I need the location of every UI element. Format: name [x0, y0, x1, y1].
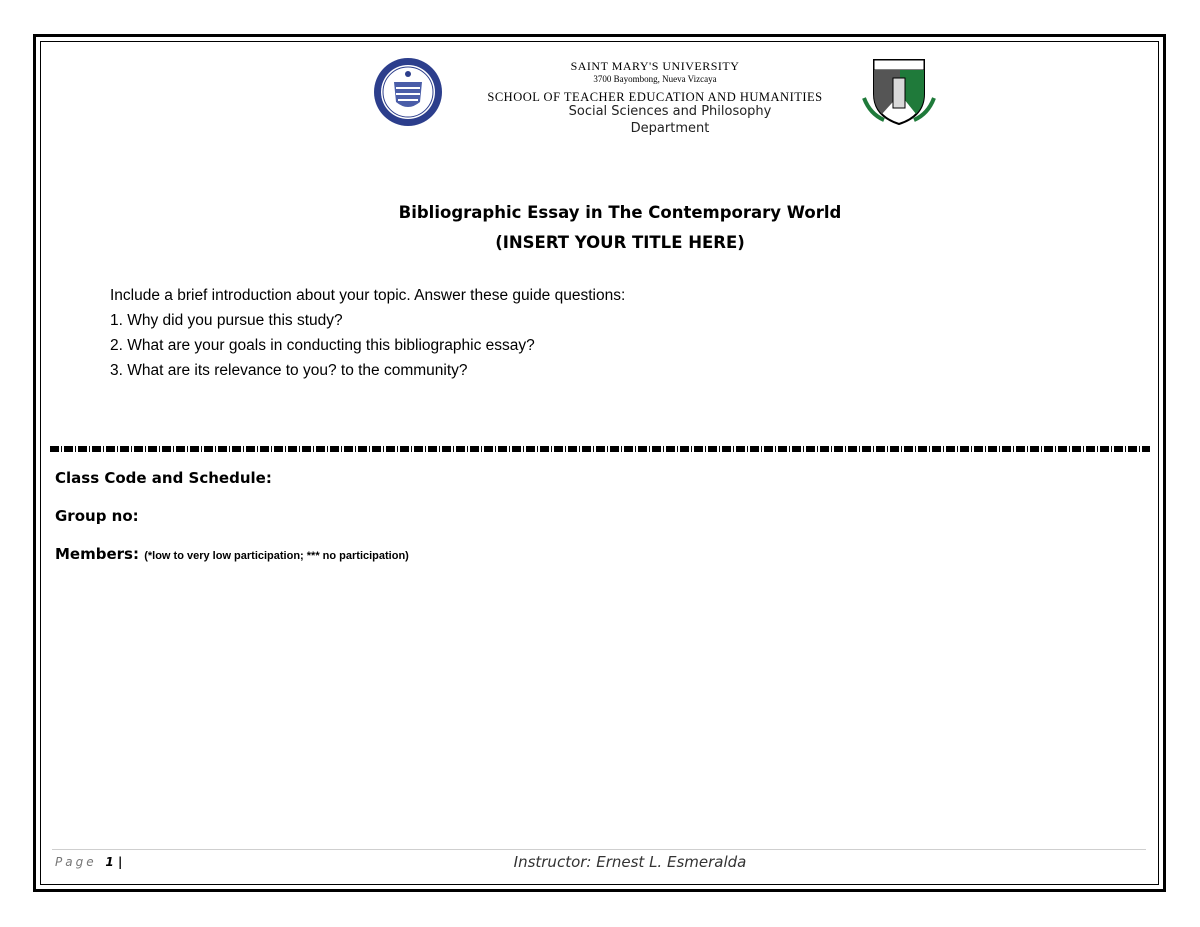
page-number: 1 | [105, 855, 123, 869]
class-code-label: Class Code and Schedule: [55, 469, 272, 487]
group-number-label: Group no: [55, 507, 139, 525]
members-note: (*low to very low participation; *** no participation) [144, 550, 409, 562]
university-seal-logo [372, 54, 444, 130]
footer-divider [52, 849, 1146, 850]
department-line-2: Department [630, 121, 710, 136]
guide-intro: Include a brief introduction about your topic. Answer these guide questions: [110, 287, 626, 304]
instructor-name: Instructor: Ernest L. Esmeralda [513, 853, 747, 871]
department-name [520, 103, 820, 137]
university-address: 3700 Bayombong, Nueva Vizcaya [593, 74, 717, 84]
shield-year: 1947 [891, 115, 907, 122]
page-indicator [55, 855, 122, 869]
university-name: SAINT MARY'S UNIVERSITY [570, 59, 740, 73]
school-shield-logo [860, 54, 938, 128]
section-divider [50, 446, 1150, 452]
guide-question-2: 2. What are your goals in conducting this bibliographic essay? [110, 337, 535, 354]
document-subtitle-placeholder: (INSERT YOUR TITLE HERE) [495, 233, 745, 252]
members-field [55, 545, 409, 563]
guide-question-3: 3. What are its relevance to you? to the community? [110, 362, 468, 379]
guide-question-1: 1. Why did you pursue this study? [110, 312, 343, 329]
school-name: SCHOOL OF TEACHER EDUCATION AND HUMANITIES [487, 90, 823, 104]
members-label: Members: [55, 545, 139, 563]
department-line-1: Social Sciences and Philosophy [568, 104, 772, 119]
document-title: Bibliographic Essay in The Contemporary World [398, 203, 842, 222]
page-label: Page [55, 855, 97, 869]
page-border-inner [40, 41, 1159, 885]
